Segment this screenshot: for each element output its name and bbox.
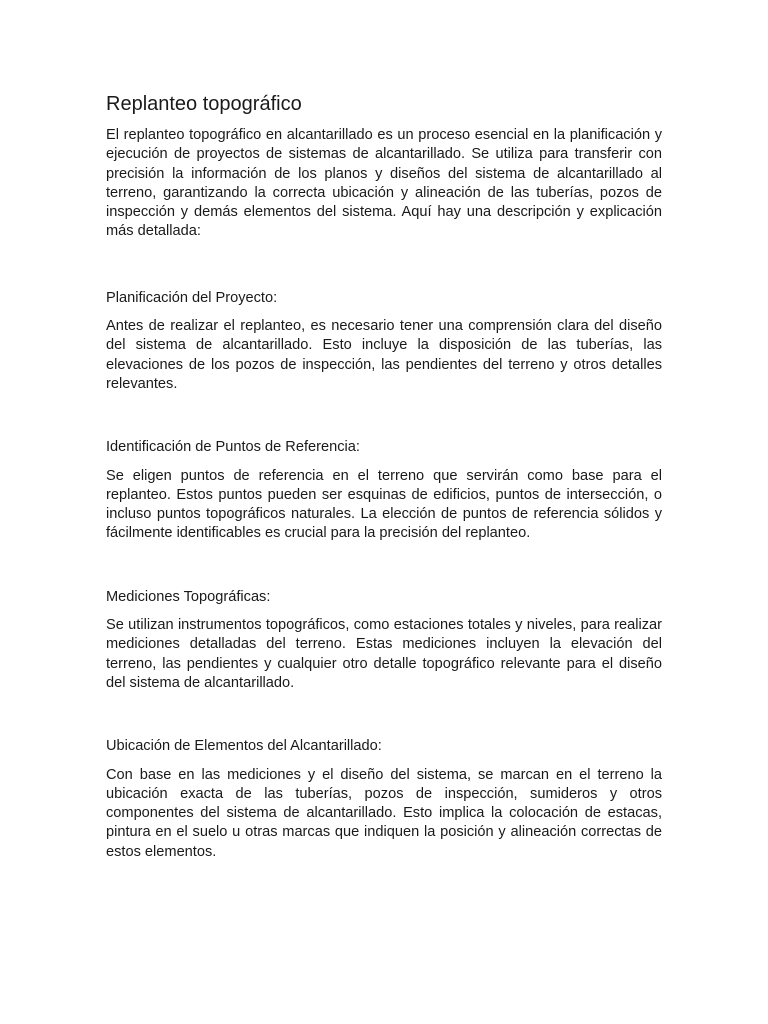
- section-body: Se utilizan instrumentos topográficos, como estaciones totales y niveles, para realizar mediciones detalladas del terreno. Estas mediciones incluyen la elevación del terreno, las pendientes y cualquier otro detalle topográfico relevante para el diseño del sistema de alcantarillado.: [106, 617, 662, 691]
- intro-paragraph: El replanteo topográfico en alcantarillado es un proceso esencial en la planificación y ejecución de proyectos de sistemas de alcantarillado. Se utiliza para transferir con precisión la información de los planos y diseños del sistema de alcantarillado al terreno, garantizando la correcta ubicación y alineación de las tuberías, pozos de inspección y demás elementos del sistema. Aquí hay una descripción y explicación más detallada:: [106, 127, 662, 240]
- section-heading: Mediciones Topográficas:: [106, 588, 271, 605]
- section-ubicacion: [106, 737, 662, 862]
- section-heading: Planificación del Proyecto:: [106, 289, 278, 306]
- section-heading: Ubicación de Elementos del Alcantarillado:: [106, 738, 382, 755]
- section-body: Antes de realizar el replanteo, es necesario tener una comprensión clara del diseño del sistema de alcantarillado. Esto incluye la disposición de las tuberías, las elevaciones de los pozos de inspección, las pendientes del terreno y otros detalles relevantes.: [106, 318, 662, 392]
- section-heading: Identificación de Puntos de Referencia:: [106, 439, 360, 456]
- section-body: Se eligen puntos de referencia en el terreno que servirán como base para el replanteo. Estos puntos pueden ser esquinas de edificios, puntos de intersección, o incluso puntos topográficos naturales. La elección de puntos de referencia sólidos y fácilmente identificables es crucial para la precisión del replanteo.: [106, 467, 662, 542]
- document-page: [106, 90, 662, 906]
- section-body: Con base en las mediciones y el diseño del sistema, se marcan en el terreno la ubicación exacta de las tuberías, pozos de inspección, sumideros y otros componentes del sistema de alcantarillado. Esto implica la colocación de estacas, pintura en el suelo u otras marcas que indiquen la posición y alineación correctas de estos elementos.: [106, 766, 662, 860]
- document-title: Replanteo topográfico: [106, 93, 302, 115]
- section-mediciones: [106, 588, 662, 693]
- section-planificacion: [106, 289, 662, 394]
- section-puntos-referencia: [106, 438, 662, 543]
